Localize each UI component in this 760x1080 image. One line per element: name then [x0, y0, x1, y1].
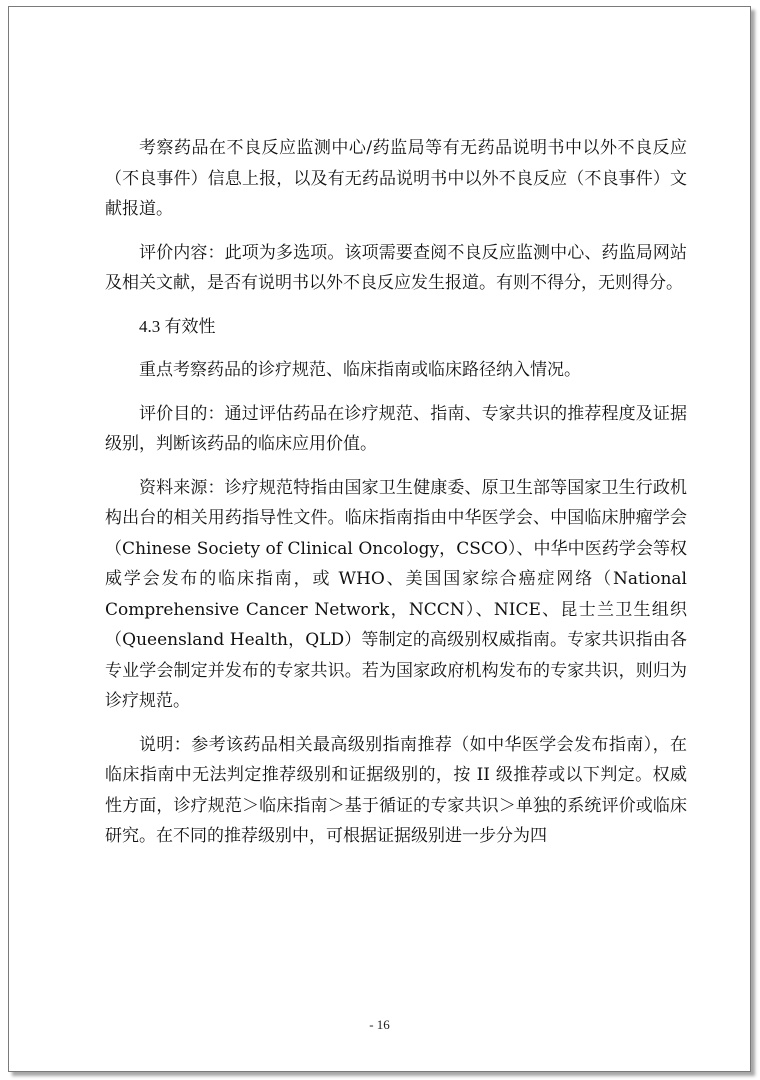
paragraph-data-sources: 资料来源：诊疗规范特指由国家卫生健康委、原卫生部等国家卫生行政机构出台的相关用药指导性文件。临床指南指由中华医学会、中国临床肿瘤学会（Chinese Society of Clinical Oncology，CSCO）、中华中医药学会等权威学会发布的临床指南，或 WHO、美国国家综合癌症网络（National Comprehensive Cancer Network，NCCN）、NICE、昆士兰卫生组织（Queensland Health，QLD）等制定的高级别权威指南。专家共识指由各专业学会制定并发布的专家共识。若为国家政府机构发布的专家共识，则归为诊疗规范。 — [105, 477, 687, 711]
document-body — [105, 133, 687, 865]
paragraph-adverse-reaction-reports: 考察药品在不良反应监测中心/药监局等有无药品说明书中以外不良反应（不良事件）信息上报，以及有无药品说明书中以外不良反应（不良事件）文献报道。 — [105, 138, 687, 219]
paragraph-key-points: 重点考察药品的诊疗规范、临床指南或临床路径纳入情况。 — [139, 360, 581, 380]
paragraph-evaluation-purpose: 评价目的：通过评估药品在诊疗规范、指南、专家共识的推荐程度及证据级别，判断该药品的临床应用价值。 — [105, 403, 687, 454]
paragraph-evaluation-content: 评价内容：此项为多选项。该项需要查阅不良反应监测中心、药监局网站及相关文献，是否有说明书以外不良反应发生报道。有则不得分，无则得分。 — [105, 242, 687, 293]
page-number: - 16 — [369, 1017, 390, 1032]
document-page — [8, 6, 751, 1072]
section-heading-effectiveness: 4.3 有效性 — [139, 316, 216, 336]
paragraph-notes: 说明：参考该药品相关最高级别指南推荐（如中华医学会发布指南），在临床指南中无法判定推荐级别和证据级别的，按 II 级推荐或以下判定。权威性方面，诊疗规范＞临床指南＞基于循证的专家共识＞单独的系统评价或临床研究。在不同的推荐级别中，可根据证据级别进一步分为四 — [105, 734, 687, 846]
